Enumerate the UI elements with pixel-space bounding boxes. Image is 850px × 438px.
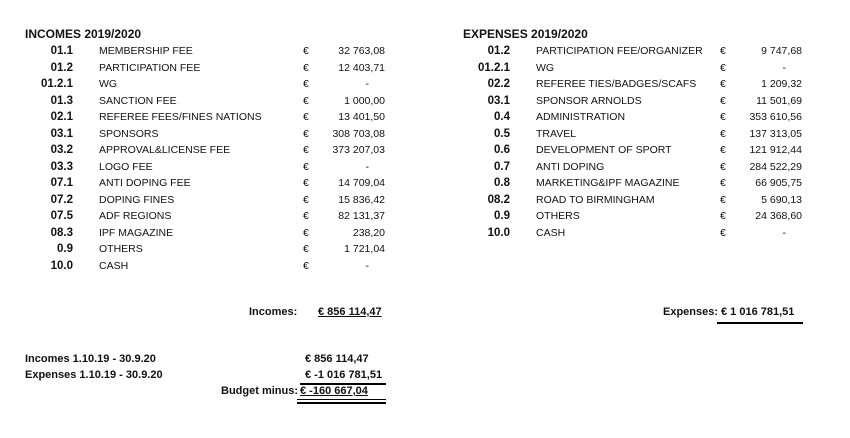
- incomes-row: [25, 241, 385, 257]
- expenses-row: [462, 126, 802, 142]
- incomes-row-currency: €: [303, 78, 309, 90]
- incomes-row-currency: €: [303, 259, 309, 272]
- incomes-row-label: CASH: [99, 259, 129, 272]
- expenses-row-label: TRAVEL: [536, 127, 577, 140]
- expenses-row-label: CASH: [536, 226, 566, 239]
- expenses-row: [462, 142, 802, 158]
- expenses-row: [462, 93, 802, 109]
- incomes-row-code: 10.0: [50, 259, 73, 272]
- expenses-row-code: 0.5: [494, 127, 510, 140]
- expenses-row-label: ANTI DOPING: [536, 160, 605, 173]
- summary-incomes-value: € 856 114,47: [305, 353, 369, 365]
- incomes-row-amount: 1 721,04: [344, 243, 385, 255]
- expenses-row-currency: €: [720, 78, 726, 90]
- expenses-row-currency: €: [720, 193, 726, 206]
- incomes-row-currency: €: [303, 193, 309, 206]
- expenses-row: [462, 175, 802, 191]
- incomes-row-code: 01.1: [50, 45, 73, 57]
- incomes-row-amount: 13 401,50: [338, 111, 385, 123]
- incomes-row-amount: 308 703,08: [332, 127, 385, 140]
- expenses-row-amount: 353 610,56: [749, 111, 802, 123]
- expenses-row-label: ROAD TO BIRMINGHAM: [536, 193, 655, 206]
- expenses-row-label: ADMINISTRATION: [536, 111, 626, 123]
- incomes-total-label: Incomes:: [249, 306, 298, 318]
- incomes-row-label: ADF REGIONS: [99, 210, 172, 222]
- incomes-row: [25, 76, 385, 92]
- expenses-row-currency: €: [720, 177, 726, 189]
- incomes-row-code: 0.9: [57, 243, 73, 255]
- expenses-row-amount: 24 368,60: [755, 210, 802, 222]
- incomes-row: [25, 142, 385, 158]
- incomes-row-code: 08.3: [50, 226, 73, 239]
- summary-expenses-value: € -1 016 781,51: [305, 369, 383, 381]
- expenses-row-amount: 5 690,13: [761, 193, 802, 206]
- summary-budget-label: Budget minus:: [221, 385, 298, 397]
- incomes-row-code: 02.1: [50, 111, 73, 123]
- incomes-row-label: PARTICIPATION FEE: [99, 61, 201, 74]
- expenses-row-label: MARKETING&IPF MAGAZINE: [536, 177, 680, 189]
- expenses-row-amount: 284 522,29: [749, 160, 802, 173]
- expenses-row-currency: €: [720, 226, 726, 239]
- expenses-row: [462, 43, 802, 59]
- incomes-row-code: 01.2.1: [41, 78, 73, 90]
- incomes-row-label: SANCTION FEE: [99, 94, 177, 107]
- incomes-row-amount: 1 000,00: [344, 94, 385, 107]
- incomes-row: [25, 109, 385, 125]
- expenses-row-currency: €: [720, 210, 726, 222]
- expenses-total-underline: [717, 322, 803, 324]
- incomes-row-currency: €: [303, 61, 309, 74]
- expenses-row-amount: 121 912,44: [749, 144, 802, 156]
- expenses-row-currency: €: [720, 160, 726, 173]
- incomes-row-label: SPONSORS: [99, 127, 159, 140]
- summary-budget-underline-1: [297, 399, 386, 400]
- incomes-row-code: 03.2: [50, 144, 73, 156]
- incomes-row-code: 01.3: [50, 94, 73, 107]
- expenses-row-label: SPONSOR ARNOLDS: [536, 94, 642, 107]
- expenses-row: [462, 159, 802, 175]
- incomes-row-amount: 14 709,04: [338, 177, 385, 189]
- expenses-row: [462, 60, 802, 76]
- incomes-row: [25, 208, 385, 224]
- incomes-row-amount: 82 131,37: [338, 210, 385, 222]
- incomes-row-amount: -: [365, 160, 369, 173]
- expenses-row-code: 0.7: [494, 160, 510, 173]
- incomes-row-amount: 238,20: [352, 226, 385, 239]
- summary-budget-value: € -160 667,04: [300, 385, 368, 397]
- incomes-row: [25, 60, 385, 76]
- expenses-title: EXPENSES 2019/2020: [463, 27, 588, 41]
- incomes-row: [25, 258, 385, 274]
- expenses-row-code: 01.2.1: [478, 61, 510, 74]
- incomes-row-code: 03.3: [50, 160, 73, 173]
- incomes-total-value: € 856 114,47: [318, 306, 382, 318]
- expenses-row-code: 0.4: [494, 111, 510, 123]
- expenses-row-label: DEVELOPMENT OF SPORT: [536, 144, 672, 156]
- expenses-row-currency: €: [720, 45, 726, 57]
- incomes-row-label: MEMBERSHIP FEE: [99, 45, 193, 57]
- expenses-row-currency: €: [720, 111, 726, 123]
- incomes-row-code: 01.2: [50, 61, 73, 74]
- expenses-row-code: 0.6: [494, 144, 510, 156]
- expenses-row-code: 10.0: [487, 226, 510, 239]
- incomes-row-code: 07.2: [50, 193, 73, 206]
- incomes-row-currency: €: [303, 226, 309, 239]
- expenses-row-amount: 137 313,05: [749, 127, 802, 140]
- incomes-row-label: IPF MAGAZINE: [99, 226, 174, 239]
- incomes-title: INCOMES 2019/2020: [25, 27, 142, 41]
- incomes-row-amount: -: [365, 78, 369, 90]
- expenses-row-currency: €: [720, 94, 726, 107]
- incomes-row-code: 07.5: [50, 210, 73, 222]
- incomes-row-currency: €: [303, 111, 309, 123]
- expenses-row-label: REFEREE TIES/BADGES/SCAFS: [536, 78, 697, 90]
- incomes-row-currency: €: [303, 45, 309, 57]
- expenses-row-label: WG: [536, 61, 555, 74]
- expenses-row-code: 01.2: [487, 45, 510, 57]
- incomes-row-label: APPROVAL&LICENSE FEE: [99, 144, 231, 156]
- incomes-row-currency: €: [303, 144, 309, 156]
- incomes-row-label: WG: [99, 78, 118, 90]
- incomes-row-amount: 32 763,08: [338, 45, 385, 57]
- expenses-row-label: PARTICIPATION FEE/ORGANIZER: [536, 45, 703, 57]
- expenses-row-code: 0.8: [494, 177, 510, 189]
- expenses-row-label: OTHERS: [536, 210, 580, 222]
- expenses-row-amount: 1 209,32: [761, 78, 802, 90]
- expenses-row: [462, 109, 802, 125]
- expenses-row-code: 03.1: [487, 94, 510, 107]
- incomes-row-label: ANTI DOPING FEE: [99, 177, 191, 189]
- incomes-row-amount: 373 207,03: [332, 144, 385, 156]
- incomes-row: [25, 175, 385, 191]
- incomes-row: [25, 93, 385, 109]
- incomes-row-label: REFEREE FEES/FINES NATIONS: [99, 111, 262, 123]
- expenses-row: [462, 76, 802, 92]
- expenses-row-currency: €: [720, 61, 726, 74]
- expenses-row-currency: €: [720, 144, 726, 156]
- expenses-row-code: 08.2: [487, 193, 510, 206]
- expenses-row-code: 02.2: [487, 78, 510, 90]
- expenses-row-amount: 66 905,75: [755, 177, 802, 189]
- incomes-row-currency: €: [303, 177, 309, 189]
- expenses-row: [462, 225, 802, 241]
- incomes-row: [25, 43, 385, 59]
- incomes-row: [25, 159, 385, 175]
- incomes-row-currency: €: [303, 160, 309, 173]
- incomes-row-currency: €: [303, 243, 309, 255]
- incomes-row-label: OTHERS: [99, 243, 143, 255]
- expenses-row-currency: €: [720, 127, 726, 140]
- incomes-row-label: DOPING FINES: [99, 193, 175, 206]
- incomes-row: [25, 192, 385, 208]
- summary-incomes-label: Incomes 1.10.19 - 30.9.20: [25, 353, 156, 365]
- incomes-row: [25, 126, 385, 142]
- expenses-row: [462, 192, 802, 208]
- expenses-row-amount: -: [782, 226, 786, 239]
- incomes-row-label: LOGO FEE: [99, 160, 153, 173]
- expenses-row-code: 0.9: [494, 210, 510, 222]
- incomes-row-code: 03.1: [50, 127, 73, 140]
- summary-expenses-label: Expenses 1.10.19 - 30.9.20: [25, 369, 163, 381]
- incomes-row-amount: 12 403,71: [338, 61, 385, 74]
- expenses-row-amount: -: [782, 61, 786, 74]
- incomes-row-code: 07.1: [50, 177, 73, 189]
- incomes-row-currency: €: [303, 210, 309, 222]
- expenses-row-amount: 11 501,69: [756, 94, 802, 107]
- expenses-row: [462, 208, 802, 224]
- expenses-row-amount: 9 747,68: [761, 45, 802, 57]
- incomes-row-currency: €: [303, 127, 309, 140]
- expenses-total-value: € 1 016 781,51: [721, 306, 795, 318]
- incomes-row-currency: €: [303, 94, 309, 107]
- expenses-total-label: Expenses:: [663, 306, 719, 318]
- incomes-row: [25, 225, 385, 241]
- summary-budget-underline-2: [297, 402, 386, 404]
- incomes-row-amount: -: [365, 259, 369, 272]
- incomes-row-amount: 15 836,42: [338, 193, 385, 206]
